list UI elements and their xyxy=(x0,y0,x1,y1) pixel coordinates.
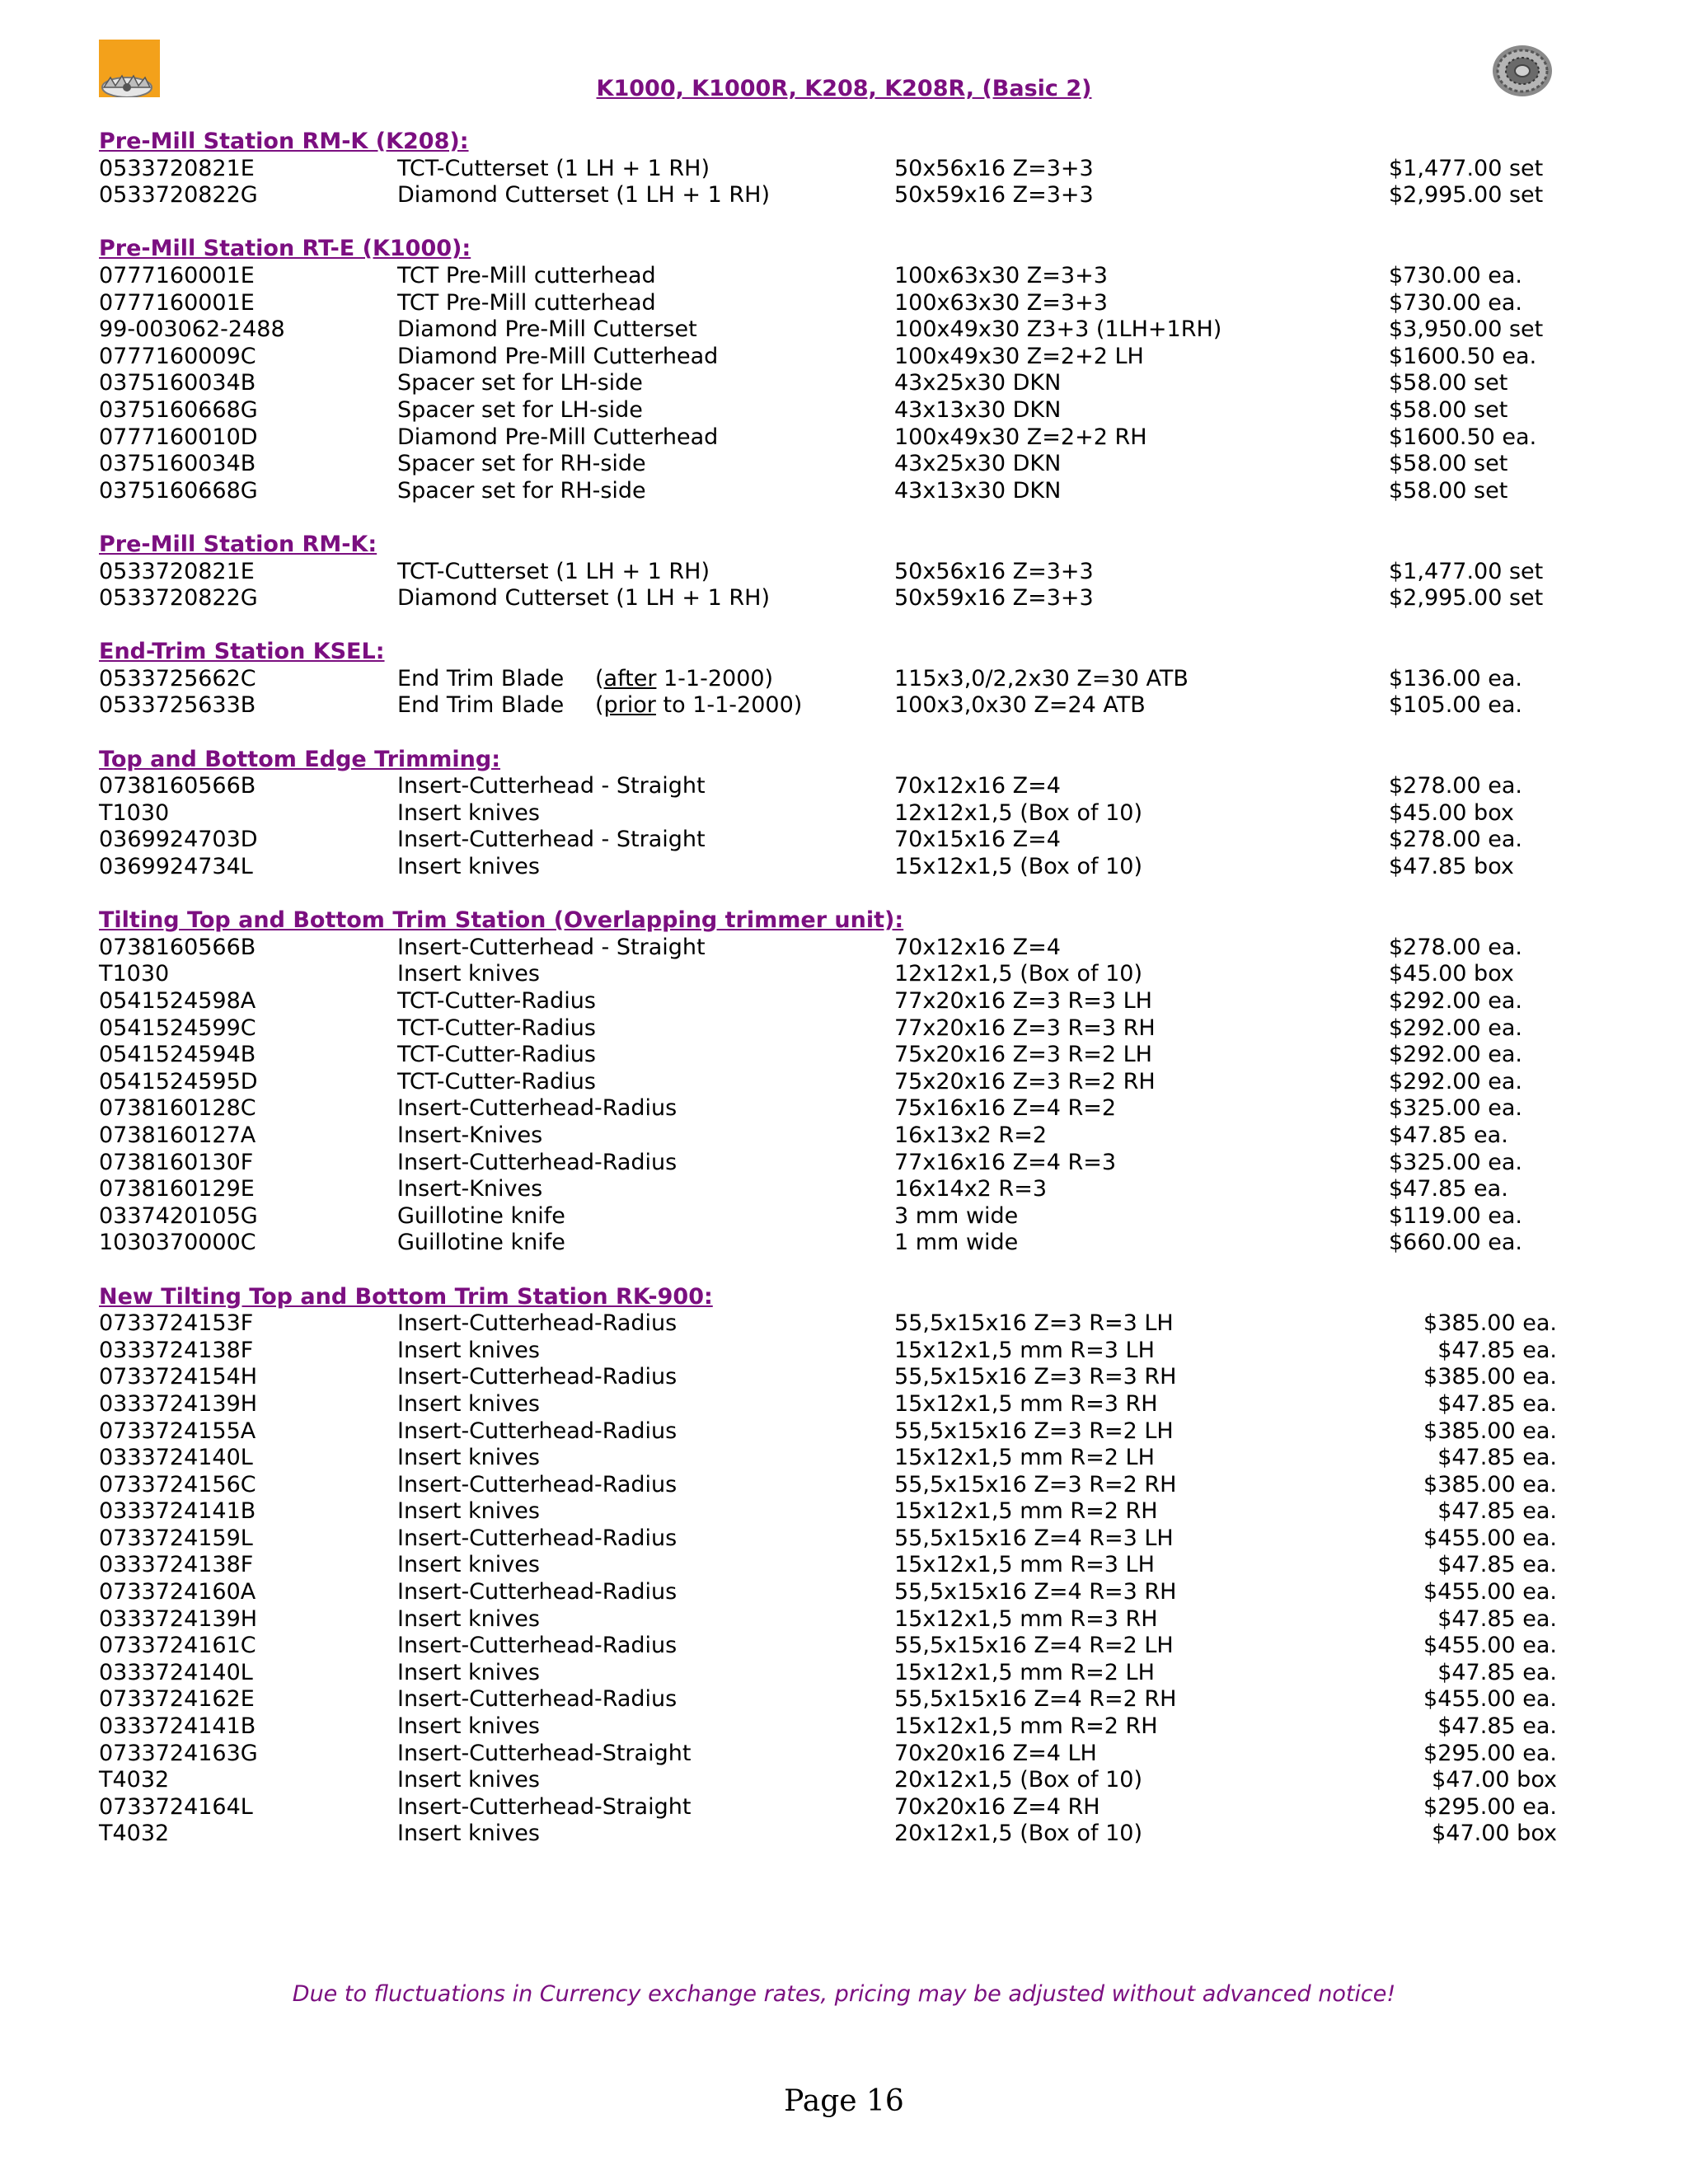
item-description: Insert-Knives xyxy=(397,1176,543,1202)
item-specification: 70x12x16 Z=4 xyxy=(894,934,1061,960)
item-specification: 77x20x16 Z=3 R=3 LH xyxy=(894,988,1152,1014)
page-number: Page 16 xyxy=(784,2084,904,2118)
item-description: TCT Pre-Mill cutterhead xyxy=(397,289,656,316)
item-specification: 100x3,0x30 Z=24 ATB xyxy=(894,692,1146,719)
item-description: Diamond Cutterset (1 LH + 1 RH) xyxy=(397,585,770,612)
item-price: $1,477.00 set xyxy=(1389,558,1544,584)
item-price: $47.85 ea. xyxy=(1437,1498,1557,1525)
price-section xyxy=(99,1284,1582,1848)
item-price: $45.00 box xyxy=(1389,961,1514,987)
item-description: Insert knives xyxy=(397,1337,540,1363)
part-number: 0375160668G xyxy=(99,396,258,423)
item-price: $58.00 set xyxy=(1389,451,1508,477)
item-price: $660.00 ea. xyxy=(1389,1230,1522,1256)
price-row xyxy=(99,827,1582,854)
item-description: Insert-Cutterhead-Radius xyxy=(397,1310,678,1337)
item-description: Insert knives xyxy=(397,1445,540,1471)
part-number: 0541524594B xyxy=(99,1042,256,1068)
price-row xyxy=(99,316,1582,344)
item-price: $385.00 ea. xyxy=(1423,1418,1557,1444)
price-section xyxy=(99,907,1582,1257)
item-specification: 100x63x30 Z=3+3 xyxy=(894,289,1108,316)
item-specification: 43x13x30 DKN xyxy=(894,477,1062,504)
item-specification: 70x20x16 Z=4 RH xyxy=(894,1793,1100,1820)
price-row xyxy=(99,1042,1582,1069)
item-specification: 75x20x16 Z=3 R=2 RH xyxy=(894,1068,1156,1094)
item-description: Guillotine knife xyxy=(397,1230,565,1256)
item-price: $455.00 ea. xyxy=(1423,1579,1557,1605)
part-number: T1030 xyxy=(99,961,170,987)
item-price: $2,995.00 set xyxy=(1389,182,1544,209)
item-description: Insert knives xyxy=(397,1659,540,1685)
item-description: TCT-Cutter-Radius xyxy=(397,1042,596,1068)
section-title: End-Trim Station KSEL: xyxy=(99,639,385,665)
item-price: $58.00 set xyxy=(1389,477,1508,504)
price-row xyxy=(99,1579,1582,1606)
item-price: $105.00 ea. xyxy=(1389,692,1522,719)
date-note-qualifier: prior xyxy=(603,692,656,719)
price-row xyxy=(99,451,1582,478)
item-price: $47.85 ea. xyxy=(1437,1552,1557,1578)
item-description: Insert knives xyxy=(397,1767,540,1793)
item-specification: 55,5x15x16 Z=4 R=2 RH xyxy=(894,1686,1177,1713)
item-description: Insert-Cutterhead-Radius xyxy=(397,1095,678,1122)
price-row xyxy=(99,1445,1582,1472)
part-number: 0733724155A xyxy=(99,1418,256,1444)
price-list-content xyxy=(99,129,1582,1875)
part-number: 0333724139H xyxy=(99,1605,258,1632)
part-number: 0533725633B xyxy=(99,692,256,719)
item-description: Diamond Pre-Mill Cutterhead xyxy=(397,343,719,369)
price-row xyxy=(99,1391,1582,1418)
item-specification: 15x12x1,5 mm R=2 RH xyxy=(894,1713,1158,1740)
item-specification: 15x12x1,5 mm R=3 RH xyxy=(894,1390,1158,1417)
item-description: TCT Pre-Mill cutterhead xyxy=(397,262,656,288)
item-specification: 12x12x1,5 (Box of 10) xyxy=(894,961,1142,987)
part-number: 0533720822G xyxy=(99,182,258,209)
part-number: 0333724140L xyxy=(99,1445,253,1471)
price-row xyxy=(99,424,1582,452)
part-number: 0733724154H xyxy=(99,1364,258,1390)
part-number: 0733724161C xyxy=(99,1633,256,1659)
item-description: Diamond Pre-Mill Cutterset xyxy=(397,316,697,343)
part-number: 0738160130F xyxy=(99,1149,254,1175)
item-description-text: End Trim Blade xyxy=(397,692,565,719)
price-row xyxy=(99,1821,1582,1848)
part-number: 0777160001E xyxy=(99,262,255,288)
price-section xyxy=(99,236,1582,504)
item-specification: 43x13x30 DKN xyxy=(894,396,1062,423)
document-title: K1000, K1000R, K208, K208R, (Basic 2) xyxy=(596,76,1092,101)
price-row xyxy=(99,935,1582,962)
item-description: TCT-Cutter-Radius xyxy=(397,1068,596,1094)
item-price: $325.00 ea. xyxy=(1389,1149,1522,1175)
part-number: 0533720821E xyxy=(99,558,255,584)
item-specification: 15x12x1,5 mm R=2 LH xyxy=(894,1659,1155,1685)
item-specification: 70x15x16 Z=4 xyxy=(894,827,1061,853)
item-price: $47.85 ea. xyxy=(1437,1337,1557,1363)
item-specification: 77x20x16 Z=3 R=3 RH xyxy=(894,1015,1156,1041)
part-number: 0369924703D xyxy=(99,827,258,853)
item-specification: 15x12x1,5 mm R=2 LH xyxy=(894,1445,1155,1471)
date-note-open: ( xyxy=(595,692,604,719)
part-number: 0733724160A xyxy=(99,1579,256,1605)
date-note-date: 1-1-2000) xyxy=(656,665,774,691)
price-row xyxy=(99,800,1582,827)
item-price: $292.00 ea. xyxy=(1389,1042,1522,1068)
part-number: 0533720822G xyxy=(99,585,258,612)
price-row xyxy=(99,1150,1582,1177)
item-price: $3,950.00 set xyxy=(1389,316,1544,343)
item-specification: 43x25x30 DKN xyxy=(894,451,1062,477)
price-row xyxy=(99,988,1582,1015)
item-price: $730.00 ea. xyxy=(1389,289,1522,316)
part-number: 0375160034B xyxy=(99,451,256,477)
item-description: TCT-Cutterset (1 LH + 1 RH) xyxy=(397,558,710,584)
item-description-text: End Trim Blade xyxy=(397,665,565,691)
item-specification: 115x3,0/2,2x30 Z=30 ATB xyxy=(894,665,1189,691)
part-number: 0375160034B xyxy=(99,370,256,396)
item-specification: 55,5x15x16 Z=3 R=3 LH xyxy=(894,1310,1174,1337)
price-row xyxy=(99,1069,1582,1096)
price-row xyxy=(99,1015,1582,1043)
item-specification: 55,5x15x16 Z=4 R=3 RH xyxy=(894,1579,1177,1605)
item-description: TCT-Cutterset (1 LH + 1 RH) xyxy=(397,155,710,181)
item-price: $278.00 ea. xyxy=(1389,827,1522,853)
item-price: $385.00 ea. xyxy=(1423,1471,1557,1497)
price-row xyxy=(99,1552,1582,1579)
item-specification: 16x14x2 R=3 xyxy=(894,1176,1047,1202)
item-specification: 55,5x15x16 Z=3 R=3 RH xyxy=(894,1364,1177,1390)
item-price: $58.00 set xyxy=(1389,370,1508,396)
part-number: 99-003062-2488 xyxy=(99,316,285,343)
item-price: $1600.50 ea. xyxy=(1389,343,1537,369)
part-number: 0541524595D xyxy=(99,1068,258,1094)
item-price: $136.00 ea. xyxy=(1389,665,1522,691)
part-number: 0533725662C xyxy=(99,665,256,691)
item-price: $45.00 box xyxy=(1389,799,1514,826)
item-price: $292.00 ea. xyxy=(1389,1015,1522,1041)
item-specification: 15x12x1,5 mm R=2 RH xyxy=(894,1498,1158,1525)
item-specification: 70x12x16 Z=4 xyxy=(894,773,1061,799)
price-row xyxy=(99,559,1582,586)
item-specification: 50x59x16 Z=3+3 xyxy=(894,585,1094,612)
section-title: Pre-Mill Station RM-K (K208): xyxy=(99,129,469,154)
item-description: Insert knives xyxy=(397,1605,540,1632)
item-specification: 43x25x30 DKN xyxy=(894,370,1062,396)
part-number: 0541524599C xyxy=(99,1015,256,1041)
item-specification: 55,5x15x16 Z=4 R=3 LH xyxy=(894,1525,1174,1551)
price-section xyxy=(99,747,1582,881)
item-price: $278.00 ea. xyxy=(1389,934,1522,960)
price-section xyxy=(99,639,1582,719)
part-number: 0733724159L xyxy=(99,1525,253,1551)
item-specification: 1 mm wide xyxy=(894,1230,1019,1256)
section-title: Tilting Top and Bottom Trim Station (Overlapping trimmer unit): xyxy=(99,907,904,934)
part-number: 0333724138F xyxy=(99,1552,254,1578)
item-specification: 15x12x1,5 mm R=3 RH xyxy=(894,1605,1158,1632)
item-description: TCT-Cutter-Radius xyxy=(397,1015,596,1041)
part-number: 0738160566B xyxy=(99,934,256,960)
price-row xyxy=(99,1364,1582,1391)
price-row xyxy=(99,773,1582,800)
price-section xyxy=(99,129,1582,209)
item-description: Spacer set for RH-side xyxy=(397,451,646,477)
item-price: $2,995.00 set xyxy=(1389,585,1544,612)
price-row xyxy=(99,692,1582,719)
price-row xyxy=(99,1310,1582,1338)
item-price: $278.00 ea. xyxy=(1389,773,1522,799)
item-specification: 12x12x1,5 (Box of 10) xyxy=(894,799,1142,826)
price-row xyxy=(99,1660,1582,1687)
price-row xyxy=(99,397,1582,424)
price-row xyxy=(99,1526,1582,1553)
price-row xyxy=(99,344,1582,371)
item-price: $455.00 ea. xyxy=(1423,1525,1557,1551)
item-description: Insert knives xyxy=(397,1498,540,1525)
price-row xyxy=(99,1767,1582,1794)
price-row xyxy=(99,854,1582,881)
item-price: $455.00 ea. xyxy=(1423,1633,1557,1659)
date-note xyxy=(595,692,802,719)
item-price: $455.00 ea. xyxy=(1423,1686,1557,1713)
item-description: Insert-Cutterhead-Straight xyxy=(397,1740,692,1766)
item-description: Insert-Cutterhead-Straight xyxy=(397,1793,692,1820)
item-price: $47.00 box xyxy=(1432,1767,1557,1793)
item-description: Guillotine knife xyxy=(397,1202,565,1229)
item-specification: 100x49x30 Z3+3 (1LH+1RH) xyxy=(894,316,1222,343)
item-description: Diamond Pre-Mill Cutterhead xyxy=(397,424,719,450)
item-description: Spacer set for RH-side xyxy=(397,477,646,504)
part-number: 0738160566B xyxy=(99,773,256,799)
item-specification: 50x56x16 Z=3+3 xyxy=(894,155,1094,181)
part-number: 0333724141B xyxy=(99,1498,256,1525)
item-price: $325.00 ea. xyxy=(1389,1095,1522,1122)
price-row xyxy=(99,1606,1582,1633)
price-row xyxy=(99,156,1582,183)
price-row xyxy=(99,1498,1582,1526)
item-description: Spacer set for LH-side xyxy=(397,396,643,423)
section-title: Pre-Mill Station RM-K: xyxy=(99,531,377,557)
part-number: T4032 xyxy=(99,1821,170,1847)
item-description: Insert-Cutterhead - Straight xyxy=(397,773,706,799)
part-number: 0733724162E xyxy=(99,1686,255,1713)
item-description: Insert-Cutterhead-Radius xyxy=(397,1149,678,1175)
part-number: T1030 xyxy=(99,799,170,826)
section-title: New Tilting Top and Bottom Trim Station RK-900: xyxy=(99,1283,713,1310)
item-price: $295.00 ea. xyxy=(1423,1793,1557,1820)
price-row xyxy=(99,666,1582,693)
price-row xyxy=(99,1472,1582,1499)
date-note-open: ( xyxy=(595,665,604,691)
price-row xyxy=(99,1741,1582,1768)
item-specification: 50x56x16 Z=3+3 xyxy=(894,558,1094,584)
part-number: 0533720821E xyxy=(99,155,255,181)
item-specification: 55,5x15x16 Z=3 R=2 RH xyxy=(894,1471,1177,1497)
price-row xyxy=(99,1203,1582,1230)
item-price: $292.00 ea. xyxy=(1389,988,1522,1014)
part-number: 0733724163G xyxy=(99,1740,258,1766)
price-row xyxy=(99,290,1582,317)
part-number: 0777160009C xyxy=(99,343,256,369)
price-row xyxy=(99,1686,1582,1713)
item-specification: 70x20x16 Z=4 LH xyxy=(894,1740,1097,1766)
item-specification: 77x16x16 Z=4 R=3 xyxy=(894,1149,1117,1175)
part-number: 0375160668G xyxy=(99,477,258,504)
item-specification: 15x12x1,5 mm R=3 LH xyxy=(894,1337,1155,1363)
item-description: Insert-Cutterhead-Radius xyxy=(397,1525,678,1551)
item-description: Insert-Cutterhead-Radius xyxy=(397,1633,678,1659)
part-number: 0733724153F xyxy=(99,1310,254,1337)
currency-disclaimer: Due to fluctuations in Currency exchange rates, pricing may be adjusted without advanced notice! xyxy=(292,1981,1396,2007)
item-description: Spacer set for LH-side xyxy=(397,370,643,396)
item-description: Insert-Cutterhead-Radius xyxy=(397,1418,678,1444)
item-price: $47.85 ea. xyxy=(1437,1605,1557,1632)
item-specification: 15x12x1,5 mm R=3 LH xyxy=(894,1552,1155,1578)
part-number: 0738160129E xyxy=(99,1176,255,1202)
part-number: 0777160001E xyxy=(99,289,255,316)
price-row xyxy=(99,1418,1582,1446)
price-row xyxy=(99,1633,1582,1660)
price-row xyxy=(99,1176,1582,1203)
item-price: $47.85 box xyxy=(1389,854,1514,880)
item-price: $385.00 ea. xyxy=(1423,1310,1557,1337)
item-specification: 75x16x16 Z=4 R=2 xyxy=(894,1095,1117,1122)
item-description: Insert knives xyxy=(397,1552,540,1578)
item-specification: 50x59x16 Z=3+3 xyxy=(894,182,1094,209)
price-row xyxy=(99,1122,1582,1150)
part-number: 0733724164L xyxy=(99,1793,253,1820)
item-specification: 20x12x1,5 (Box of 10) xyxy=(894,1821,1142,1847)
part-number: 0777160010D xyxy=(99,424,258,450)
item-specification: 100x63x30 Z=3+3 xyxy=(894,262,1108,288)
item-description: Insert-Cutterhead - Straight xyxy=(397,934,706,960)
item-specification: 16x13x2 R=2 xyxy=(894,1122,1047,1148)
item-specification: 3 mm wide xyxy=(894,1202,1019,1229)
part-number: 0369924734L xyxy=(99,854,253,880)
price-row xyxy=(99,1338,1582,1365)
section-title: Pre-Mill Station RT-E (K1000): xyxy=(99,236,471,262)
item-specification: 75x20x16 Z=3 R=2 LH xyxy=(894,1042,1152,1068)
item-price: $47.85 ea. xyxy=(1389,1122,1508,1148)
price-row xyxy=(99,1230,1582,1257)
part-number: 0333724140L xyxy=(99,1659,253,1685)
part-number: 0541524598A xyxy=(99,988,256,1014)
item-price: $47.85 ea. xyxy=(1389,1176,1508,1202)
item-description xyxy=(397,692,803,719)
price-row xyxy=(99,370,1582,397)
item-price: $730.00 ea. xyxy=(1389,262,1522,288)
item-price: $47.85 ea. xyxy=(1437,1713,1557,1740)
item-description: Insert knives xyxy=(397,1390,540,1417)
price-row xyxy=(99,1713,1582,1741)
date-note-qualifier: after xyxy=(603,665,657,691)
price-row xyxy=(99,585,1582,612)
item-price: $385.00 ea. xyxy=(1423,1364,1557,1390)
item-price: $1,477.00 set xyxy=(1389,155,1544,181)
item-specification: 100x49x30 Z=2+2 RH xyxy=(894,424,1147,450)
item-price: $47.85 ea. xyxy=(1437,1390,1557,1417)
item-description: Insert knives xyxy=(397,1821,540,1847)
item-specification: 20x12x1,5 (Box of 10) xyxy=(894,1767,1142,1793)
price-row xyxy=(99,1095,1582,1122)
part-number: 0333724138F xyxy=(99,1337,254,1363)
part-number: 0333724139H xyxy=(99,1390,258,1417)
item-description: Insert-Cutterhead-Radius xyxy=(397,1579,678,1605)
price-row xyxy=(99,961,1582,988)
part-number: 0337420105G xyxy=(99,1202,258,1229)
item-description: Diamond Cutterset (1 LH + 1 RH) xyxy=(397,182,770,209)
item-price: $47.85 ea. xyxy=(1437,1445,1557,1471)
item-description: Insert-Cutterhead - Straight xyxy=(397,827,706,853)
price-section xyxy=(99,532,1582,612)
item-description: TCT-Cutter-Radius xyxy=(397,988,596,1014)
part-number: 0738160128C xyxy=(99,1095,256,1122)
item-description: Insert knives xyxy=(397,854,540,880)
part-number: 0733724156C xyxy=(99,1471,256,1497)
item-description xyxy=(397,665,774,693)
price-row xyxy=(99,263,1582,290)
item-specification: 100x49x30 Z=2+2 LH xyxy=(894,343,1144,369)
item-description: Insert knives xyxy=(397,799,540,826)
item-price: $295.00 ea. xyxy=(1423,1740,1557,1766)
part-number: T4032 xyxy=(99,1767,170,1793)
date-note-date: to 1-1-2000) xyxy=(655,692,803,719)
item-price: $58.00 set xyxy=(1389,396,1508,423)
item-description: Insert-Cutterhead-Radius xyxy=(397,1686,678,1713)
price-row xyxy=(99,182,1582,209)
item-description: Insert-Cutterhead-Radius xyxy=(397,1471,678,1497)
date-note xyxy=(595,666,773,693)
item-price: $292.00 ea. xyxy=(1389,1068,1522,1094)
item-description: Insert-Knives xyxy=(397,1122,543,1148)
item-specification: 55,5x15x16 Z=4 R=2 LH xyxy=(894,1633,1174,1659)
price-row xyxy=(99,1794,1582,1821)
item-price: $1600.50 ea. xyxy=(1389,424,1537,450)
section-title: Top and Bottom Edge Trimming: xyxy=(99,746,501,772)
part-number: 1030370000C xyxy=(99,1230,256,1256)
item-specification: 15x12x1,5 (Box of 10) xyxy=(894,854,1142,880)
item-description: Insert-Cutterhead-Radius xyxy=(397,1364,678,1390)
item-specification: 55,5x15x16 Z=3 R=2 LH xyxy=(894,1418,1174,1444)
item-price: $47.00 box xyxy=(1432,1821,1557,1847)
part-number: 0738160127A xyxy=(99,1122,256,1148)
item-description: Insert knives xyxy=(397,1713,540,1740)
item-price: $119.00 ea. xyxy=(1389,1202,1522,1229)
part-number: 0333724141B xyxy=(99,1713,256,1740)
item-description: Insert knives xyxy=(397,961,540,987)
price-row xyxy=(99,478,1582,505)
item-price: $47.85 ea. xyxy=(1437,1659,1557,1685)
